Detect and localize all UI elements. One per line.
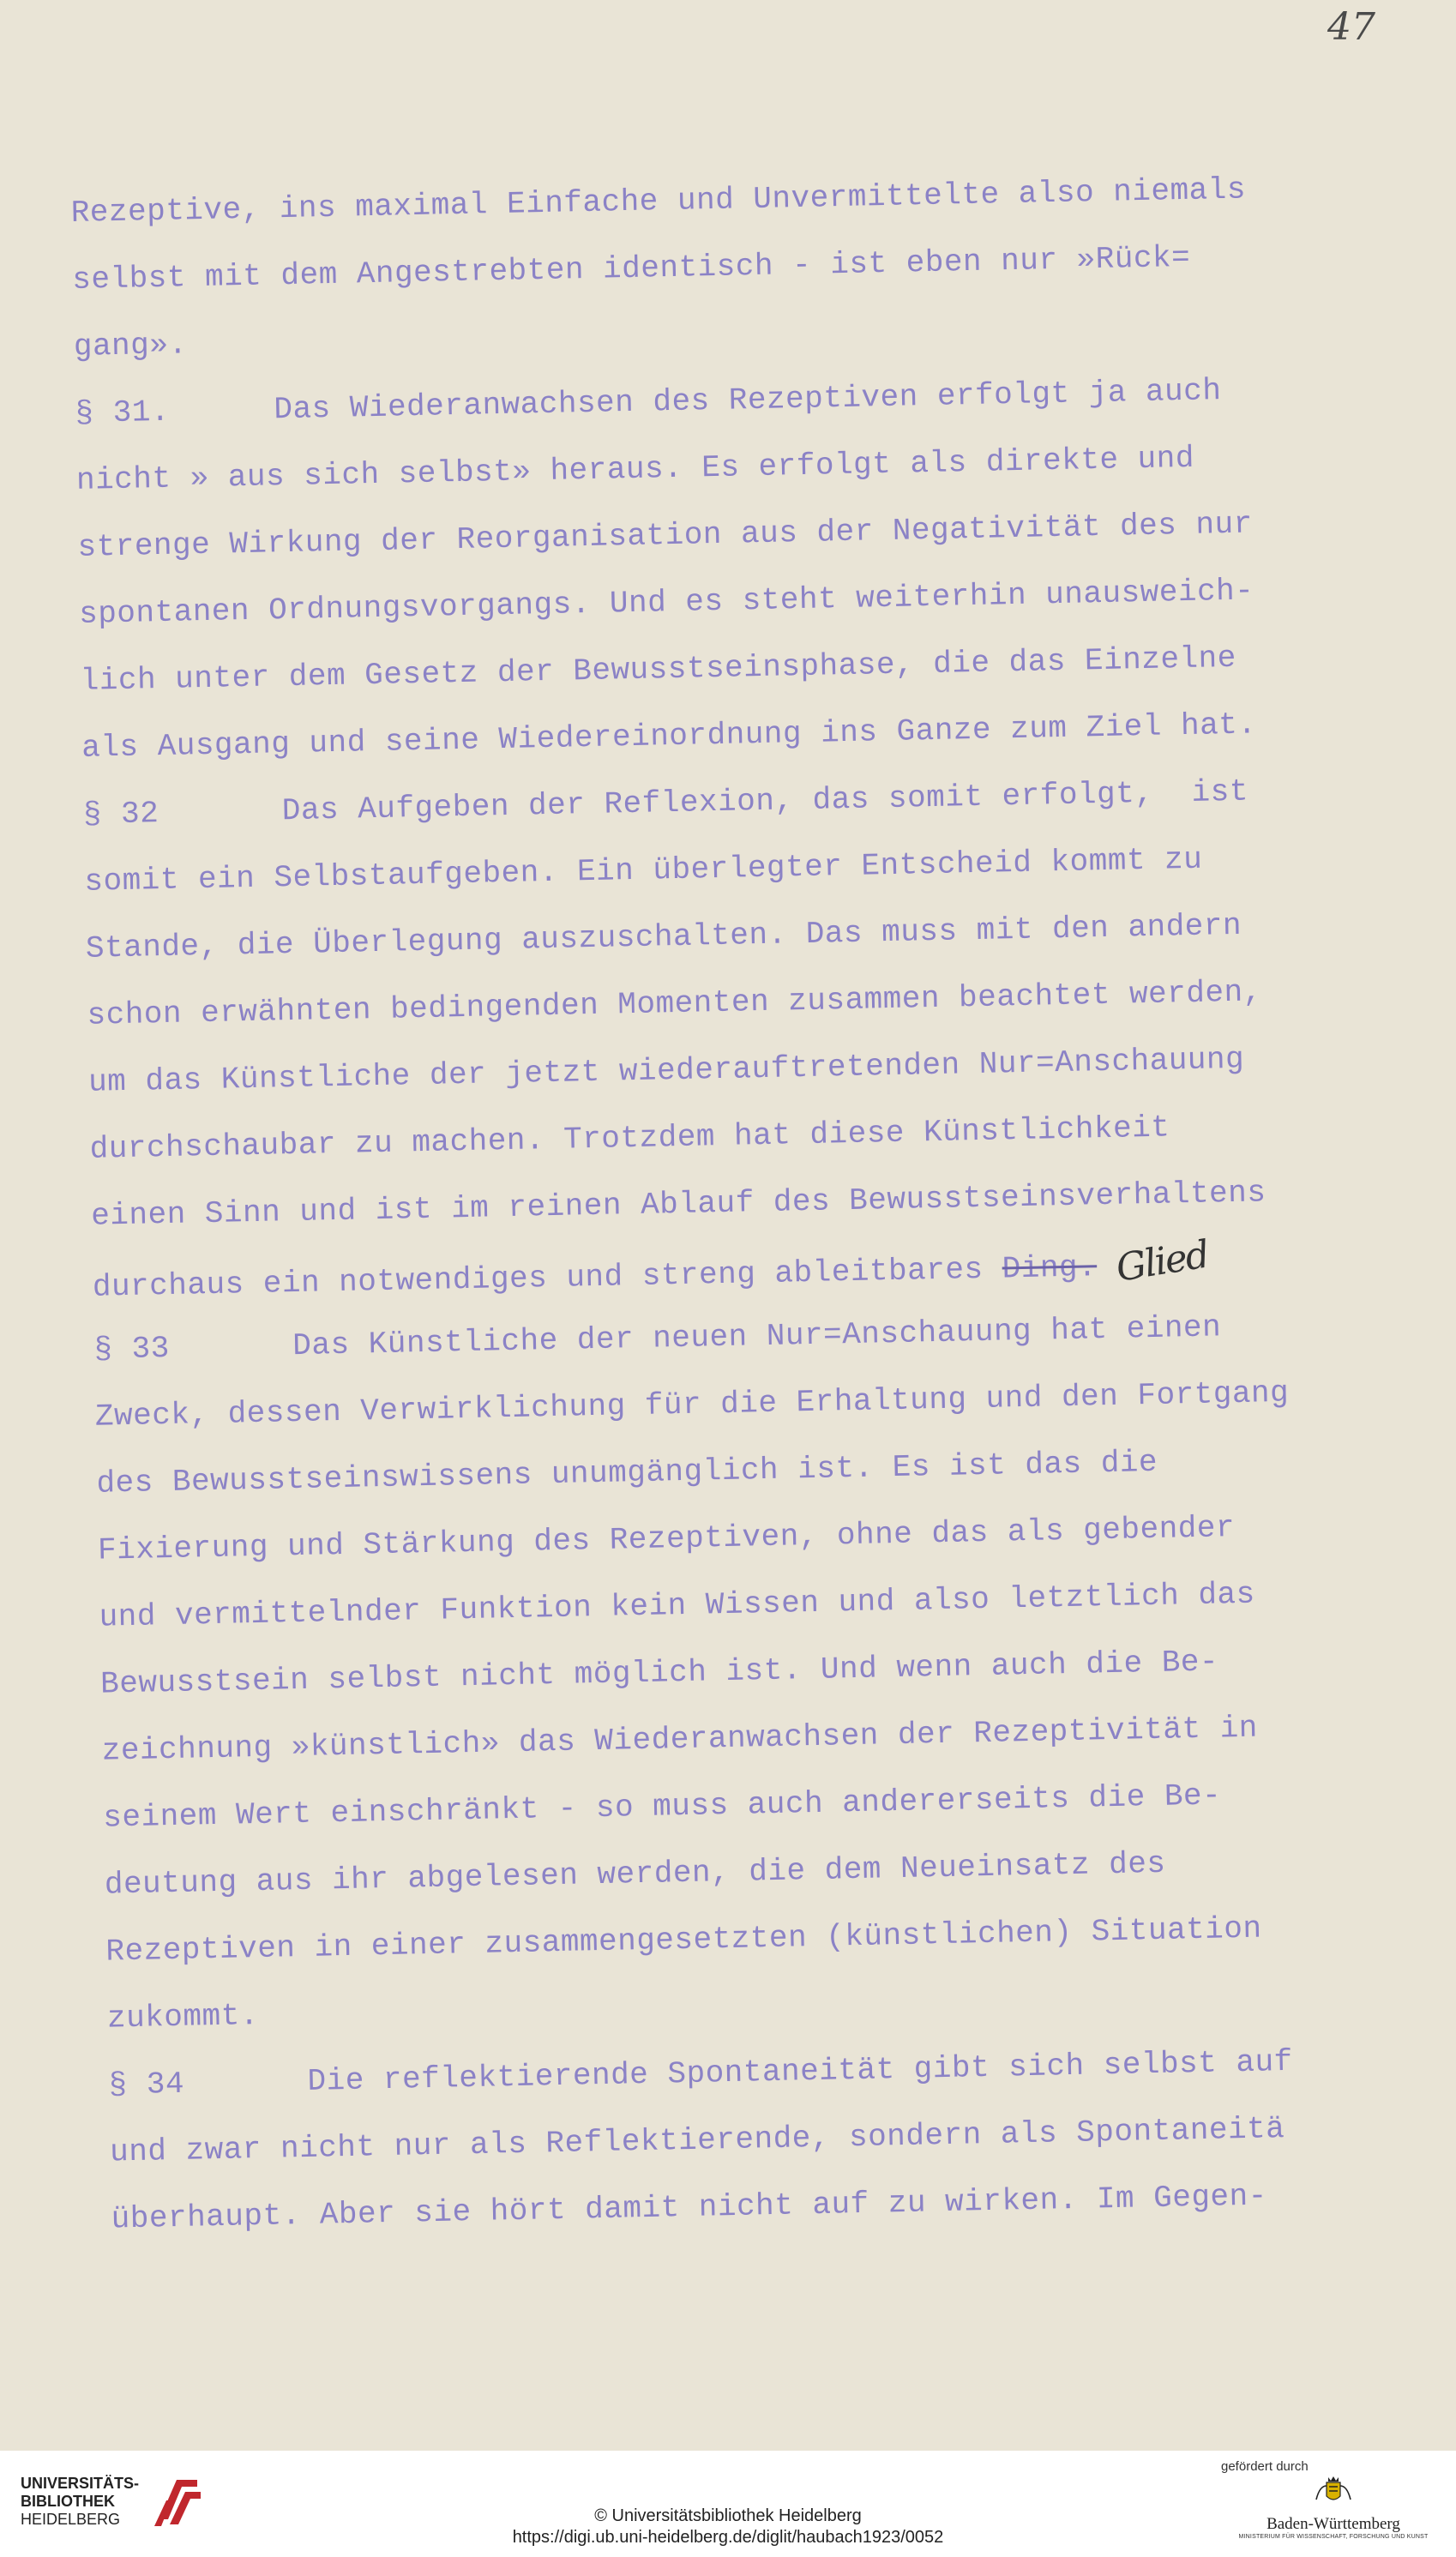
handwritten-correction: Glied <box>1112 1232 1211 1291</box>
line-text: Die reflektierende Spontaneität gibt sich selbst auf <box>307 2043 1294 2099</box>
line-text: Stande, die Überlegung auszuschalten. Das muss mit den andern <box>85 907 1242 966</box>
line-text: Fixierung und Stärkung des Rezeptiven, ohne das als gebender <box>97 1510 1236 1568</box>
line-text: durchaus ein notwendiges und streng ableitbares <box>92 1251 984 1305</box>
line-text: Bewusstsein selbst nicht möglich ist. Und wenn auch die Be- <box>99 1644 1219 1702</box>
paragraph-number: § 32 <box>82 796 159 833</box>
line-text: selbst mit dem Angestrebten identisch - ist eben nur »Rück= <box>71 239 1191 298</box>
ministry-name: MINISTERIUM FÜR WISSENSCHAFT, FORSCHUNG UND KUNST <box>1238 2534 1429 2540</box>
line-text: als Ausgang und seine Wiedereinordnung ins Ganze zum Ziel hat. <box>81 707 1257 766</box>
library-name-line3: HEIDELBERG <box>21 2511 121 2528</box>
line-text: seinem Wert einschränkt - so muss auch andererseits die Be- <box>102 1778 1222 1836</box>
line-text: des Bewusstseinswissens unumgänglich ist. Es ist das die <box>96 1444 1158 1501</box>
line-text: Zweck, dessen Verwirklichung für die Erhaltung und den Fortgang <box>94 1375 1290 1435</box>
permalink[interactable]: https://digi.ub.uni-heidelberg.de/diglit/haubach1923/0052 <box>512 2528 944 2547</box>
paragraph-number: § 34 <box>108 2066 185 2103</box>
line-text: nicht » aus sich selbst» heraus. Es erfolgt als direkte und <box>75 440 1195 498</box>
state-name: Baden-Württemberg <box>1266 2515 1400 2533</box>
line-text: zukommt. <box>106 1998 260 2037</box>
state-coat-of-arms-icon <box>1308 2474 1359 2508</box>
line-text: und vermittelnder Funktion kein Wissen und also letztlich das <box>99 1576 1256 1635</box>
line-text: und zwar nicht nur als Reflektierende, sondern als Spontaneitä <box>109 2111 1285 2170</box>
typescript-body <box>70 153 1449 2253</box>
library-name-line2: BIBLIOTHEK <box>21 2493 115 2510</box>
struck-word: Ding. <box>1002 1249 1098 1287</box>
line-text: überhaupt. Aber sie hört damit nicht auf zu wirken. Im Gegen- <box>111 2178 1268 2237</box>
paragraph-number: § 31. <box>75 394 171 431</box>
funded-by-label: gefördert durch <box>1221 2459 1309 2474</box>
sponsor-block <box>1218 2459 1449 2540</box>
line-text: schon erwähnten bedingenden Momenten zusammen beachtet werden, <box>87 974 1263 1033</box>
paragraph-number: § 33 <box>93 1330 171 1368</box>
line-text: Das Künstliche der neuen Nur=Anschauung hat einen <box>292 1309 1222 1364</box>
line-text: Das Aufgeben der Reflexion, das somit erfolgt, ist <box>281 773 1249 829</box>
line-text: Das Wiederanwachsen des Rezeptiven erfolgt ja auch <box>274 373 1222 428</box>
line-text: durchschaubar zu machen. Trotzdem hat diese Künstlichkeit <box>89 1110 1170 1167</box>
library-name-line1: UNIVERSITÄTS- <box>21 2475 140 2492</box>
page-number: 47 <box>1327 5 1375 49</box>
line-text: spontanen Ordnungsvorgangs. Und es steht weiterhin unausweich- <box>78 573 1254 632</box>
line-text: somit ein Selbstaufgeben. Ein überlegter Entscheid kommt zu <box>84 841 1203 899</box>
line-text: lich unter dem Gesetz der Bewusstseinsphase, die das Einzelne <box>80 640 1237 699</box>
line-text: zeichnung »künstlich» das Wiederanwachsen der Rezeptivität in <box>101 1710 1259 1769</box>
line-text: um das Künstliche der jetzt wiederauftretenden Nur=Anschauung <box>87 1041 1245 1100</box>
line-text: strenge Wirkung der Reorganisation aus der Negativität des nur <box>77 506 1254 565</box>
line-text: einen Sinn und ist im reinen Ablauf des Bewusstseinsverhaltens <box>90 1175 1266 1234</box>
copyright-text: © Universitätsbibliothek Heidelberg <box>594 2506 862 2525</box>
line-text: Rezeptive, ins maximal Einfache und Unvermittelte also niemals <box>70 171 1247 231</box>
line-text: Rezeptiven in einer zusammengesetzten (künstlichen) Situation <box>105 1910 1262 1970</box>
line-text: gang». <box>73 327 188 364</box>
line-text: deutung aus ihr abgelesen werden, die dem Neueinsatz des <box>104 1845 1166 1903</box>
footer <box>0 2451 1456 2557</box>
